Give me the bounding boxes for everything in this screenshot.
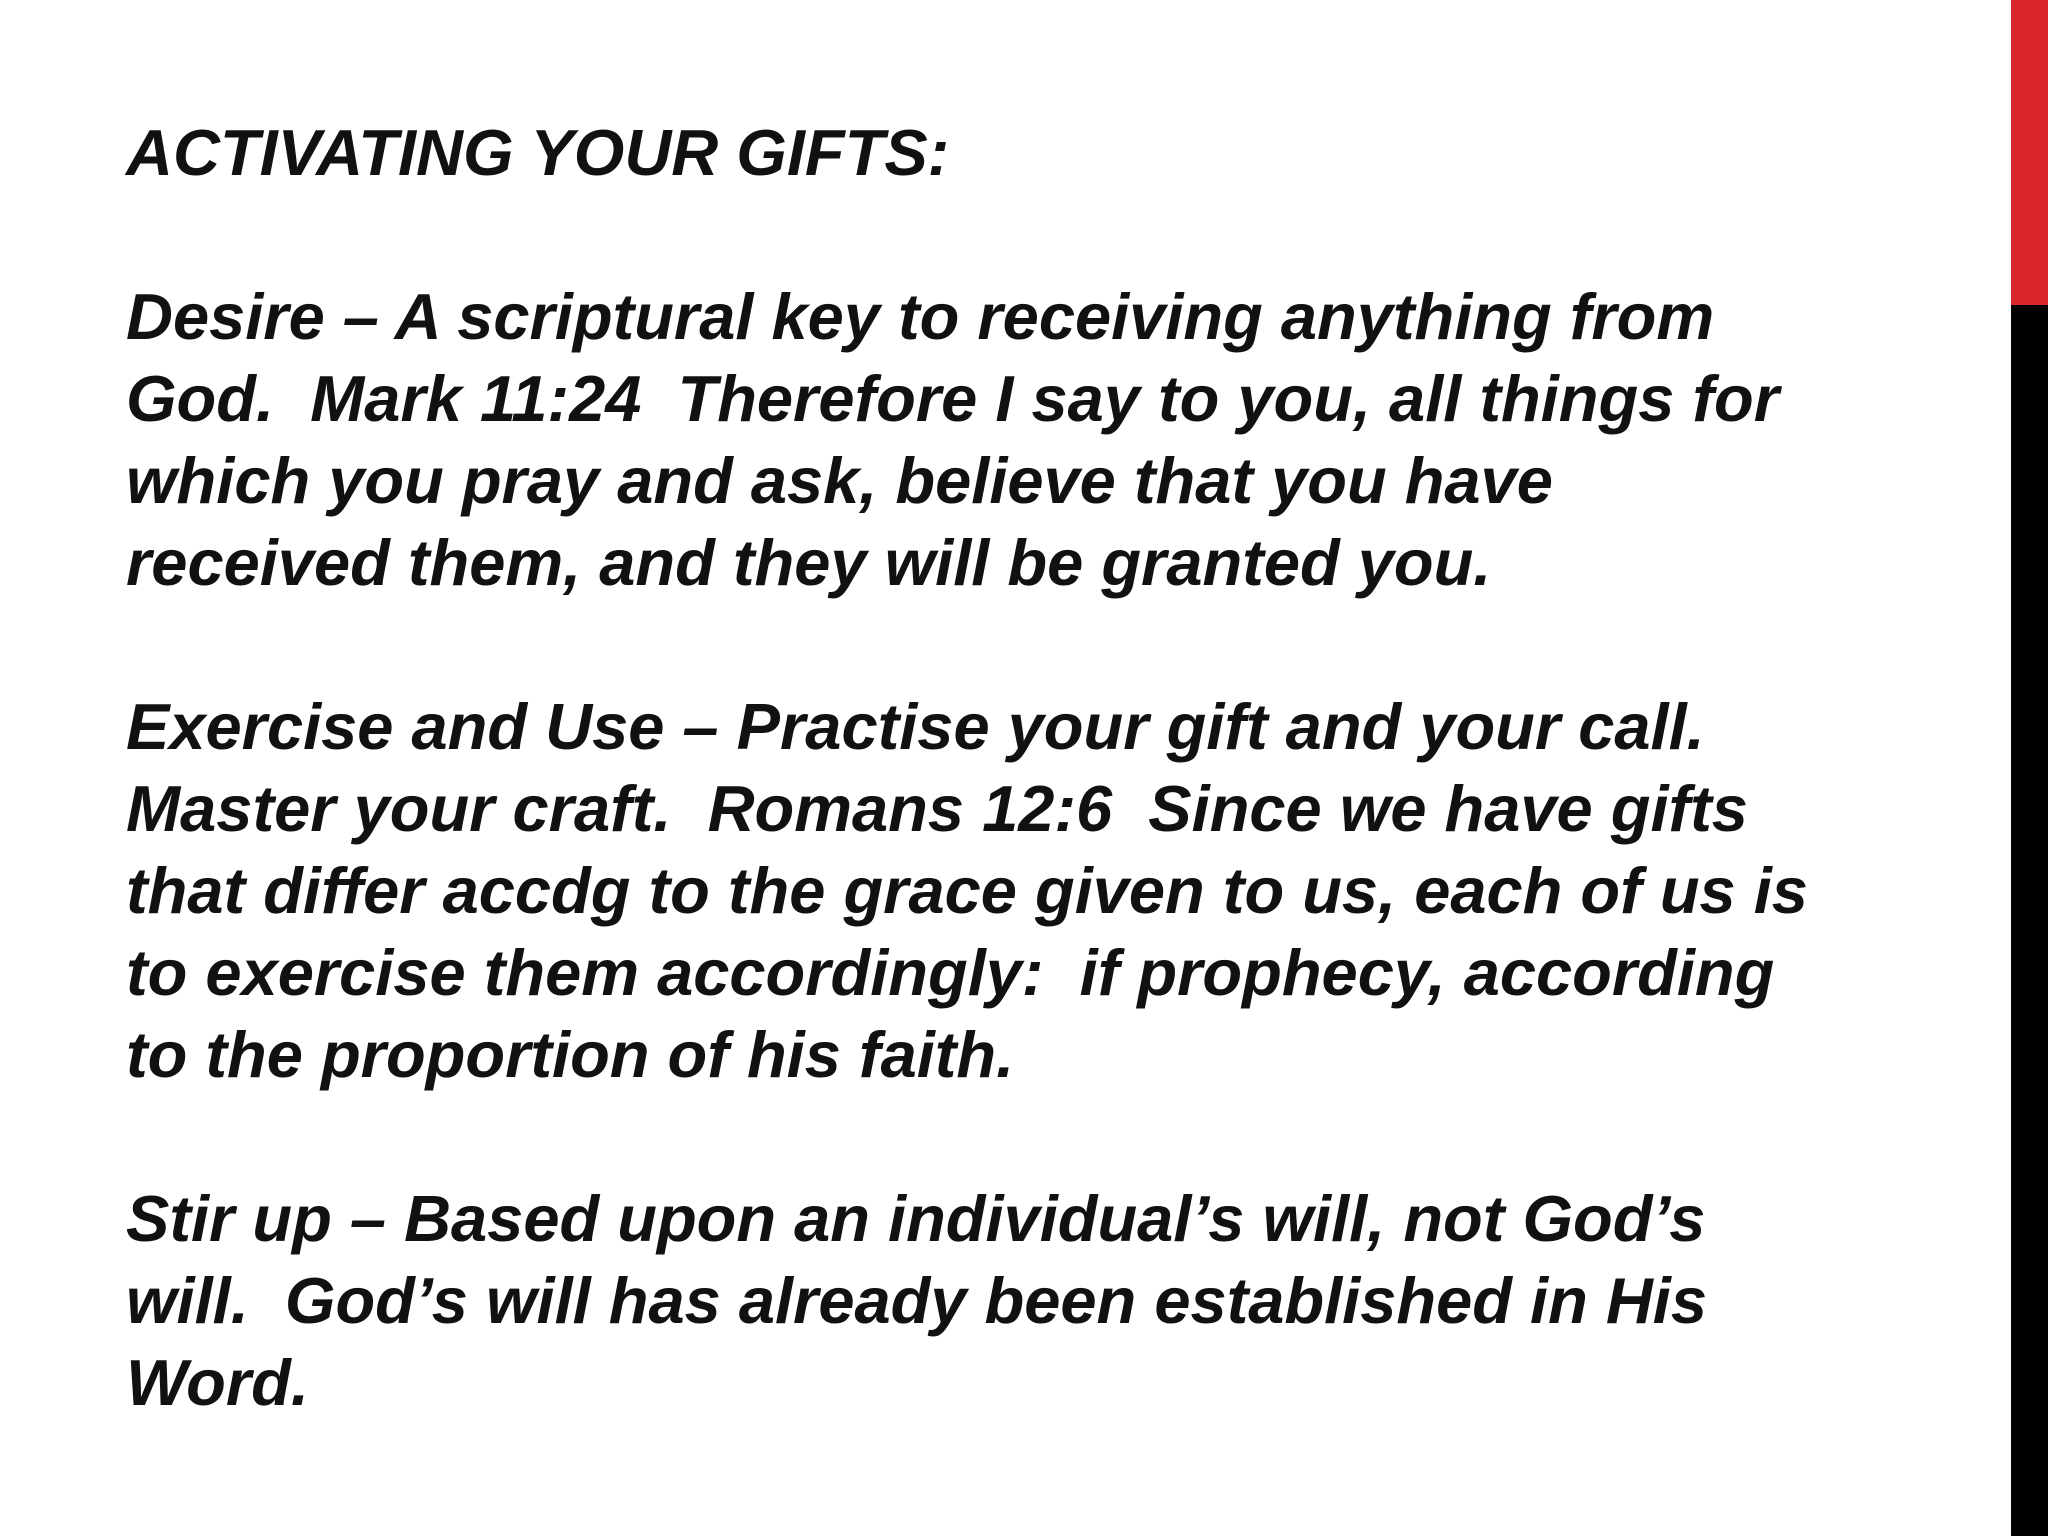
paragraph-line: will. God’s will has already been established in His (126, 1264, 1707, 1337)
paragraph-line: to the proportion of his faith. (126, 1018, 1015, 1091)
paragraph-line: that differ accdg to the grace given to us, each of us is (126, 854, 1808, 927)
paragraph-line: God. Mark 11:24 Therefore I say to you, all things for (126, 362, 1780, 435)
paragraph-exercise-and-use (126, 686, 1966, 1096)
paragraph-desire (126, 276, 1966, 604)
slide-content (126, 112, 1966, 1424)
paragraph-line: Word. (126, 1346, 309, 1419)
paragraph-line: Exercise and Use – Practise your gift and your call. (126, 690, 1705, 763)
paragraph-line: Stir up – Based upon an individual’s will, not God’s (126, 1182, 1706, 1255)
paragraph-line: Master your craft. Romans 12:6 Since we have gifts (126, 772, 1748, 845)
paragraph-line: Desire – A scriptural key to receiving anything from (126, 280, 1715, 353)
slide-heading: ACTIVATING YOUR GIFTS: (126, 116, 950, 189)
accent-bar (2011, 0, 2048, 1536)
accent-bar-red (2011, 0, 2048, 305)
paragraph-line: which you pray and ask, believe that you have (126, 444, 1553, 517)
paragraph-line: to exercise them accordingly: if prophecy, according (126, 936, 1775, 1009)
accent-bar-black (2011, 305, 2048, 1536)
paragraph-stir-up (126, 1178, 1966, 1424)
paragraph-line: received them, and they will be granted you. (126, 526, 1492, 599)
